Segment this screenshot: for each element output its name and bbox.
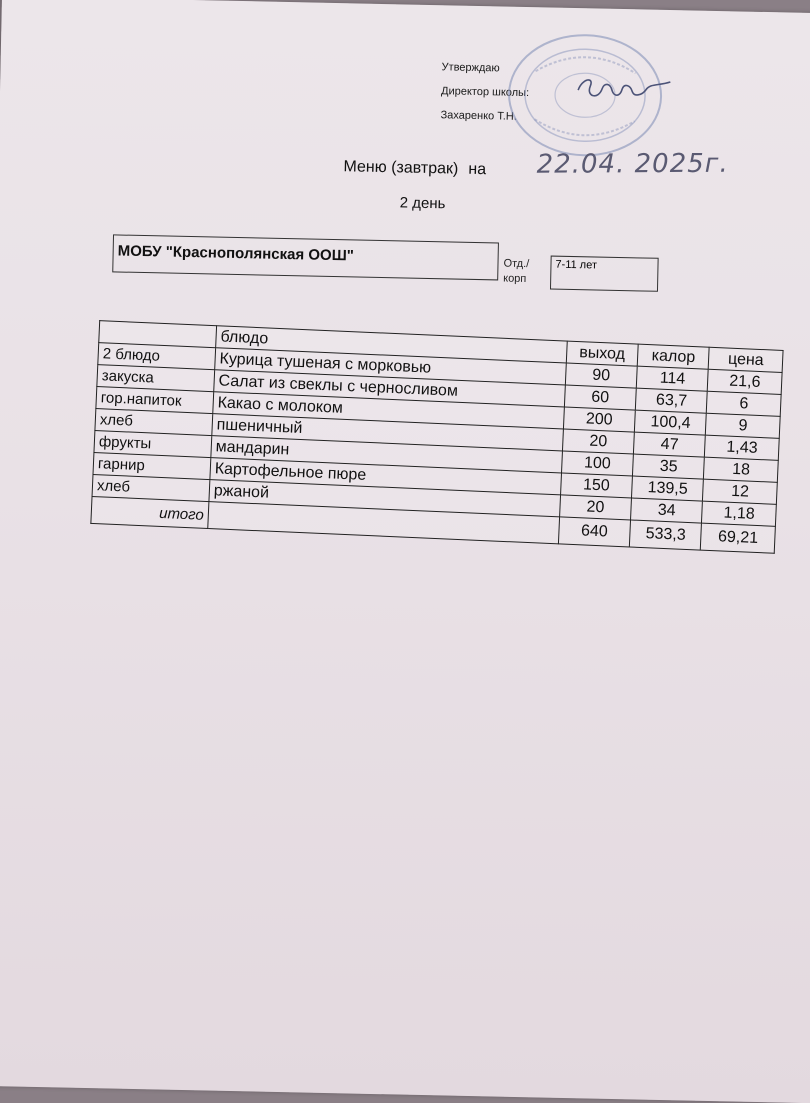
row-category: 2 блюдо — [98, 343, 216, 370]
approval-line-2: Директор школы: — [440, 85, 530, 100]
handwritten-date: 22.04. 2025г. — [536, 148, 729, 180]
menu-table — [90, 320, 783, 554]
menu-title-on: на — [468, 160, 487, 179]
row-yield: 200 — [563, 407, 635, 432]
row-yield: 100 — [561, 451, 633, 476]
school-name-box: МОБУ "Краснополянская ООШ" — [112, 234, 499, 280]
menu-title-text: Меню (завтрак) — [343, 158, 459, 178]
row-kcal: 114 — [636, 366, 708, 391]
row-price: 9 — [706, 413, 780, 438]
row-dish: Салат из свеклы с черносливом — [214, 370, 565, 407]
header-price: цена — [709, 347, 783, 372]
row-price: 6 — [707, 391, 781, 416]
row-category: гарнир — [93, 453, 211, 480]
row-category: закуска — [97, 365, 215, 392]
row-category: хлеб — [92, 474, 210, 501]
row-yield: 60 — [564, 385, 636, 410]
row-dish: Курица тушеная с морковью — [215, 348, 566, 385]
total-label: итого — [91, 496, 209, 528]
row-yield: 90 — [565, 363, 637, 388]
row-kcal: 47 — [633, 432, 705, 457]
row-kcal: 139,5 — [632, 476, 704, 501]
row-kcal: 35 — [633, 454, 705, 479]
total-price: 69,21 — [701, 523, 776, 553]
row-price: 18 — [704, 457, 778, 482]
row-category: фрукты — [94, 431, 212, 458]
row-dish: Какао с молоком — [213, 392, 564, 429]
row-yield: 150 — [560, 473, 632, 498]
approval-line-1: Утверждаю — [441, 61, 500, 75]
total-yield: 640 — [558, 517, 631, 547]
day-label: 2 день — [399, 194, 446, 213]
row-category: гор.напиток — [96, 387, 214, 414]
signature-icon — [572, 70, 678, 112]
row-category: хлеб — [95, 409, 213, 436]
row-yield: 20 — [562, 429, 634, 454]
age-group-box: 7-11 лет — [550, 256, 659, 292]
row-dish: ржаной — [209, 480, 560, 517]
menu-title — [343, 158, 486, 179]
header-kcal: калор — [637, 344, 709, 369]
approval-line-3: Захаренко Т.Н. — [440, 109, 517, 123]
row-dish: пшеничный — [212, 414, 563, 451]
total-kcal: 533,3 — [629, 520, 702, 550]
row-price: 12 — [703, 479, 777, 504]
row-kcal: 63,7 — [635, 388, 707, 413]
row-yield: 20 — [559, 495, 631, 520]
row-price: 1,18 — [702, 501, 776, 526]
header-yield: выход — [566, 341, 638, 366]
row-dish: мандарин — [211, 436, 562, 473]
row-price: 1,43 — [705, 435, 779, 460]
row-price: 21,6 — [708, 369, 782, 394]
row-kcal: 100,4 — [634, 410, 706, 435]
row-kcal: 34 — [631, 498, 703, 523]
dept-label: Отд./корп — [503, 257, 530, 286]
row-dish: Картофельное пюре — [210, 458, 561, 495]
header-dish: блюдо — [216, 326, 567, 363]
